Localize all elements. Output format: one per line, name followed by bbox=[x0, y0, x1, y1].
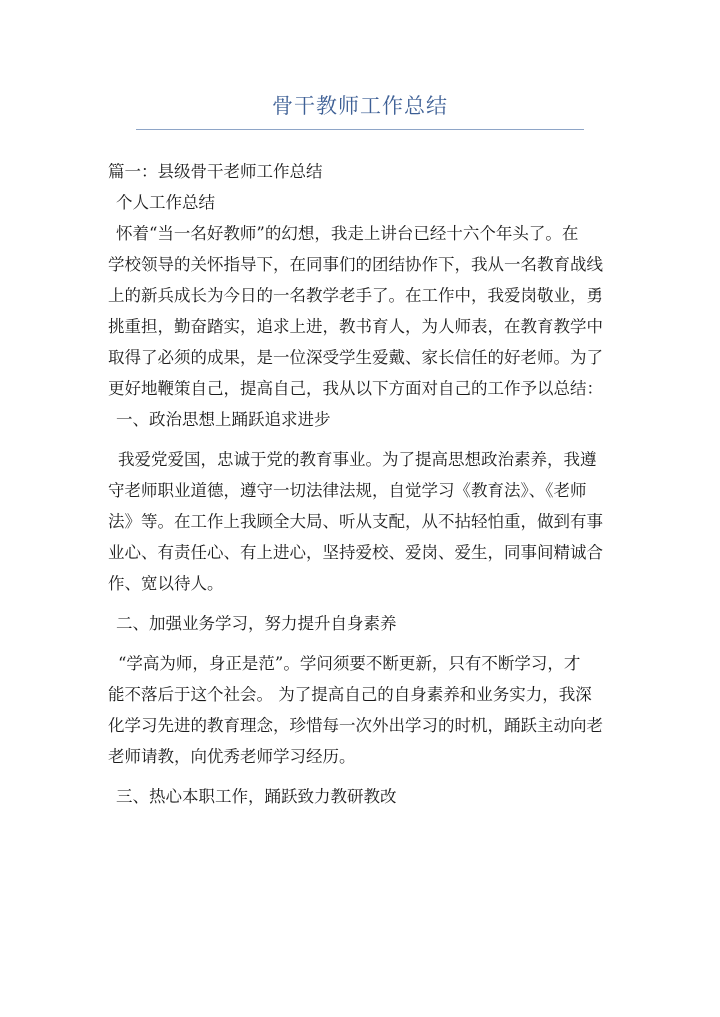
paragraph-line: 更好地鞭策自己，提高自己，我从以下方面对自己的工作予以总结： bbox=[108, 379, 603, 398]
paragraph-line: 我爱党爱国，忠诚于党的教育事业。为了提高思想政治素养，我遵 bbox=[118, 450, 597, 469]
paragraph-line: 业心、有责任心、有上进心，坚持爱校、爱岗、爱生，同事间精诚合 bbox=[108, 543, 603, 562]
section-heading: 篇一：县级骨干老师工作总结 bbox=[108, 162, 323, 181]
paragraph-line: 挑重担，勤奋踏实，追求上进，教书育人，为人师表，在教育教学中 bbox=[108, 317, 603, 336]
paragraph-line: 化学习先进的教育理念，珍惜每一次外出学习的时机，踊跃主动向老 bbox=[108, 716, 603, 735]
page-title: 骨干教师工作总结 bbox=[272, 94, 448, 118]
paragraph-line: 取得了必须的成果，是一位深受学生爱戴、家长信任的好老师。为了 bbox=[108, 348, 603, 367]
point-heading: 三、热心本职工作，踊跃致力教研教改 bbox=[116, 787, 397, 806]
point-heading: 一、政治思想上踊跃追求进步 bbox=[116, 410, 331, 429]
paragraph-line: 法》等。在工作上我顾全大局、听从支配，从不拈轻怕重，做到有事 bbox=[108, 512, 603, 531]
point-heading: 二、加强业务学习，努力提升自身素养 bbox=[116, 614, 397, 633]
paragraph-line: 作、宽以待人。 bbox=[108, 574, 224, 593]
paragraph-line: 守老师职业道德，遵守一切法律法规，自觉学习《教育法》、《老师 bbox=[108, 481, 587, 500]
paragraph-line: 能不落后于这个社会。 为了提高自己的自身素养和业务实力，我深 bbox=[108, 685, 592, 704]
paragraph-line: 老师请教，向优秀老师学习经历。 bbox=[108, 747, 356, 766]
paragraph-line: “学高为师，身正是范”。学问须要不断更新，只有不断学习，才 bbox=[118, 654, 581, 673]
paragraph-line: 学校领导的关怀指导下，在同事们的团结协作下，我从一名教育战线 bbox=[108, 255, 603, 274]
document-body bbox=[108, 156, 628, 812]
title-divider bbox=[136, 129, 584, 130]
paragraph-line: 怀着“当一名好教师”的幻想，我走上讲台已经十六个年头了。在 bbox=[116, 224, 579, 243]
subheading: 个人工作总结 bbox=[116, 193, 215, 212]
paragraph-line: 上的新兵成长为今日的一名教学老手了。在工作中，我爱岗敬业，勇 bbox=[108, 286, 603, 305]
